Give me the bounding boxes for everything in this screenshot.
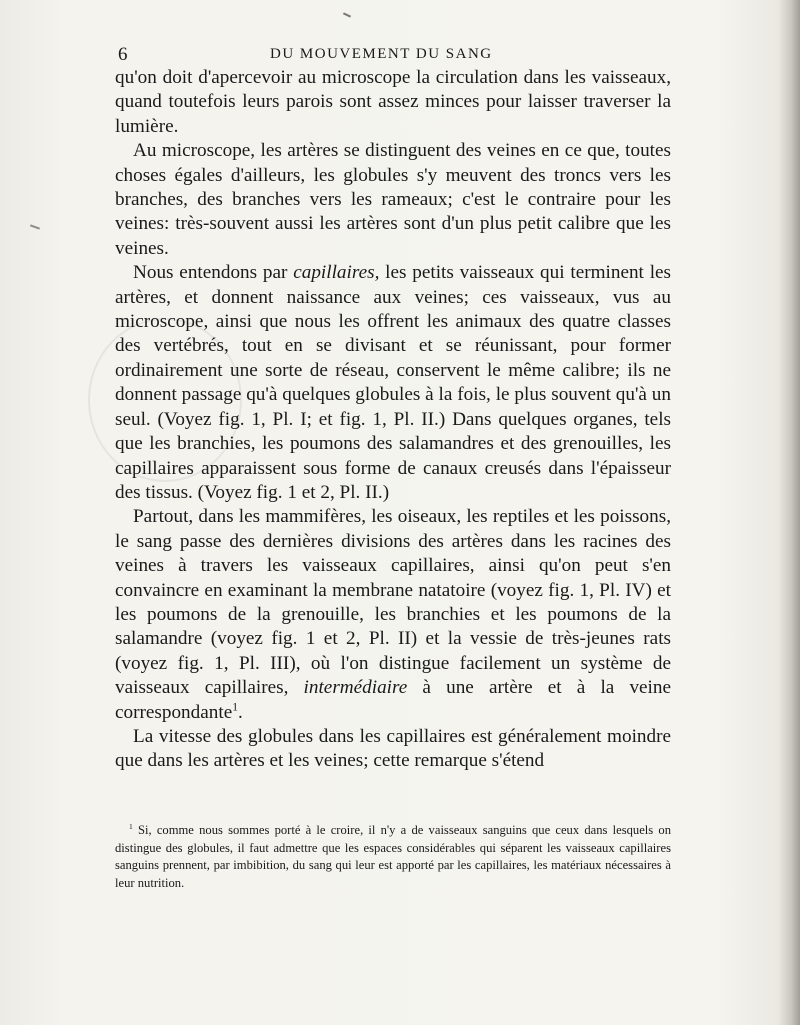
italic-term: intermédiaire (303, 677, 408, 699)
page-header (112, 44, 672, 68)
paragraph: qu'on doit d'apercevoir au microscope la circulation dans les vaisseaux, quand toutefois leurs parois sont assez minces pour laisser traverser la lumière. (115, 67, 671, 137)
paragraph: Au microscope, les artères se distinguent des veines en ce que, toutes choses égales d'ailleurs, les globules s'y meuvent des troncs vers les branches, des branches vers les rameaux; c'est le contraire pour les veines: très-souvent aussi les artères sont d'un plus petit calibre que les veines. (115, 140, 671, 259)
text-run: Nous entendons par (133, 262, 294, 284)
spine-shadow (778, 0, 800, 1025)
body-text (115, 66, 671, 774)
footnotes (115, 822, 671, 892)
ink-mark (30, 224, 40, 229)
ink-mark (343, 12, 351, 17)
footnote-text: Si, comme nous sommes porté à le croire, il n'y a de vaisseaux sanguins que ceux dans lesquels on distingue des globules, il faut admettre que les espaces considérables qui séparent les vaisseaux capillaires sanguins prennent, par imbibition, du sang qui leur est apporté par les capillaires, les matériaux nécessaires à leur nutrition. (115, 823, 671, 890)
text-run: les petits vaisseaux qui terminent les artères, et donnent naissance aux veines; ces vaisseaux, vus au microscope, ainsi que nous les offrent les animaux des quatre classes des vertébrés, tout en se divisant et se réunissant, pour former ordinairement une sorte de réseau, conservent le même calibre; ils ne donnent passage qu'à quelques globules à la fois, le plus souvent qu'à un seul. (Voyez fig. 1, Pl. I; et fig. 1, Pl. II.) Dans quelques organes, tels que les branchies, les poumons des salamandres et des grenouilles, les capillaires apparaissent sous forme de canaux creusés dans l'épaisseur des tissus. (Voyez fig. 1 et 2, Pl. II.) (115, 262, 672, 503)
paragraph: La vitesse des globules dans les capillaires est généralement moindre que dans les artères et les veines; cette remarque s'étend (115, 725, 671, 772)
paragraph (115, 505, 671, 725)
footnote (115, 822, 671, 892)
text-run: . (237, 701, 243, 723)
footnote-ref: 1 (232, 701, 238, 714)
italic-term: capillaires, (293, 262, 380, 284)
running-title: DU MOUVEMENT DU SANG (270, 46, 493, 62)
page-number: 6 (118, 44, 128, 65)
text-run: à une artère et à la veine correspondante (115, 677, 671, 723)
text-run: Partout, dans les mammifères, les oiseaux, les reptiles et les poissons, le sang passe des dernières divisions des artères dans les racines des veines à travers les vaisseaux capillaires, ainsi qu'on peut s'en convaincre en examinant la membrane natatoire (voyez fig. 1, Pl. IV) et les poumons de la grenouille, les branchies et les poumons de la salamandre (voyez fig. 1 et 2, Pl. II) et la vessie de très-jeunes rats (voyez fig. 1, Pl. III), où l'on distingue facilement un système de vaisseaux capillaires, (115, 506, 671, 699)
footnote-marker: 1 (129, 821, 133, 831)
paragraph (115, 261, 671, 505)
